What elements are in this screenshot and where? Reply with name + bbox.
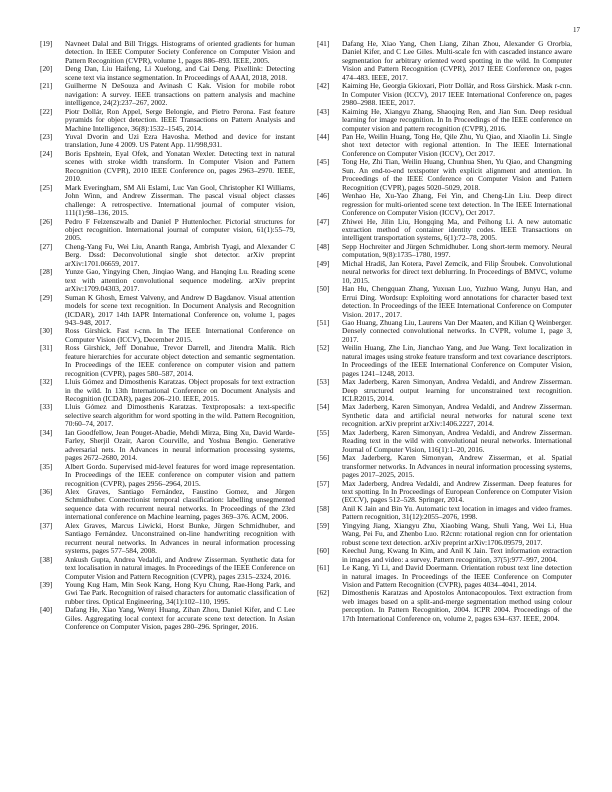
- reference-number: [45]: [317, 157, 330, 167]
- reference-entry: [40, 327, 295, 344]
- references-left-column: [40, 40, 295, 632]
- reference-entry: [40, 403, 295, 428]
- reference-number: [31]: [40, 343, 53, 353]
- reference-text: Boris Epshtein, Eyal Ofek, and Yonatan Wexler. Detecting text in natural scenes with stroke width transform. In Computer Vision and Pattern Recognition (CVPR), 2010 IEEE Conference on, pages 2963–2970. IEEE, 2010.: [65, 148, 295, 184]
- reference-text: Ross Girshick. Fast r-cnn. In The IEEE International Conference on Computer Vision (ICCV), December 2015.: [65, 326, 295, 344]
- reference-text: Ross Girshick, Jeff Donahue, Trevor Darrell, and Jitendra Malik. Rich feature hierarchies for accurate object detection and semantic segmentation. In Proceedings of the IEEE conference on computer vision and pattern recognition (CVPR), pages 580–587, 2014.: [65, 343, 295, 378]
- reference-entry: [40, 108, 295, 133]
- reference-text: Mark Everingham, SM Ali Eslami, Luc Van Gool, Christopher KI Williams, John Winn, and Andrew Zisserman. The pascal visual object classes challenge: A retrospective. International journal of computer vision, 111(1):98–136, 2015.: [65, 182, 295, 218]
- reference-entry: [317, 564, 572, 589]
- reference-number: [46]: [317, 191, 330, 201]
- reference-entry: [317, 480, 572, 505]
- reference-text: Max Jaderberg, Karen Simonyan, Andrew Zisserman, et al. Spatial transformer networks. In Advances in neural information processing systems, pages 2017–2025, 2015.: [342, 453, 572, 480]
- reference-entry: [317, 243, 572, 260]
- reference-number: [21]: [40, 81, 53, 91]
- reference-entry: [40, 294, 295, 328]
- reference-entry: [40, 268, 295, 293]
- reference-number: [19]: [40, 39, 53, 48]
- reference-number: [37]: [40, 520, 53, 530]
- reference-number: [55]: [317, 427, 330, 437]
- reference-number: [34]: [40, 427, 53, 437]
- reference-text: Yunze Gao, Yingying Chen, Jinqiao Wang, and Hanqing Lu. Reading scene text with attention convolutional sequence modeling. arXiv preprint arXiv:1709.04303, 2017.: [65, 267, 295, 294]
- reference-text: Weilin Huang, Zhe Lin, Jianchao Yang, and Jue Wang. Text localization in natural images using stroke feature transform and text covariance descriptors. In Proceedings of the IEEE International Conference on Computer Vision, pages 1241–1248, 2013.: [342, 343, 572, 378]
- reference-text: Le Kang, Yi Li, and David Doermann. Orientation robust text line detection in natural images. In Proceedings of the IEEE Conference on Computer Vision and Pattern Recognition (CVPR), pages 4034–4041, 2014.: [342, 563, 572, 589]
- reference-entry: [317, 82, 572, 107]
- reference-entry: [317, 285, 572, 319]
- reference-text: Max Jaderberg, Andrea Vedaldi, and Andrew Zisserman. Deep features for text spotting. In In Proceedings of European Conference on Computer Vision (ECCV), pages 512–528. Springer, 2014.: [342, 478, 572, 505]
- reference-number: [62]: [317, 588, 330, 598]
- reference-text: Dafang He, Xiao Yang, Chen Liang, Zihan Zhou, Alexander G Ororbia, Daniel Kifer, and C Lee Giles. Multi-scale fcn with cascaded instance aware segmentation for arbitrary oriented word spotting in the wild. In Computer Vision and Pattern Recognition (CVPR), 2017 IEEE Conference on, pages 474–483. IEEE, 2017.: [342, 39, 572, 82]
- reference-entry: [40, 150, 295, 184]
- reference-entry: [317, 378, 572, 403]
- reference-text: Ian Goodfellow, Jean Pouget-Abadie, Mehdi Mirza, Bing Xu, David Warde-Farley, Sherjil Ozair, Aaron Courville, and Yoshua Bengio. Generative adversarial nets. In Advances in neural information processing systems, pages 2672–2680, 2014.: [65, 427, 295, 463]
- reference-entry: [317, 429, 572, 454]
- reference-number: [36]: [40, 487, 53, 497]
- reference-text: Kaiming He, Georgia Gkioxari, Piotr Dollár, and Ross Girshick. Mask r-cnn. In Computer Vision (ICCV), 2017 IEEE International Conference on, pages 2980–2988. IEEE, 2017.: [342, 81, 572, 108]
- reference-number: [56]: [317, 453, 330, 463]
- reference-number: [48]: [317, 241, 330, 251]
- reference-number: [38]: [40, 554, 53, 564]
- reference-number: [53]: [317, 377, 330, 387]
- reference-entry: [40, 243, 295, 268]
- reference-entry: [40, 522, 295, 556]
- reference-number: [20]: [40, 64, 53, 74]
- reference-entry: [40, 556, 295, 581]
- reference-text: Suman K Ghosh, Ernest Valveny, and Andrew D Bagdanov. Visual attention models for scene text recognition. In Document Analysis and Recognition (ICDAR), 2017 14th IAPR International Conference on, volume 1, pages 943–948, 2017.: [65, 292, 295, 327]
- reference-number: [47]: [317, 216, 330, 226]
- reference-text: Navneet Dalal and Bill Triggs. Histograms of oriented gradients for human detection. In IEEE Computer Society Conference on Computer Vision and Pattern Recognition (CVPR), volume 1, pages 886–893. IEEE, 2005.: [65, 39, 295, 65]
- reference-number: [52]: [317, 343, 330, 353]
- reference-number: [59]: [317, 520, 330, 530]
- reference-entry: [40, 606, 295, 631]
- reference-number: [35]: [40, 461, 53, 471]
- reference-text: Piotr Dollár, Ron Appel, Serge Belongie, and Pietro Perona. Fast feature pyramids for object detection. IEEE Transactions on Pattern Analysis and Machine Intelligence, 36(8):1532–1545, 2014.: [65, 106, 295, 133]
- reference-number: [25]: [40, 182, 53, 192]
- reference-text: Max Jaderberg, Karen Simonyan, Andrea Vedaldi, and Andrew Zisserman. Reading text in the wild with convolutional neural networks. International Journal of Computer Vision, 116(1):1–20, 2016.: [342, 427, 572, 454]
- reference-text: Pedro F Felzenszwalb and Daniel P Huttenlocher. Pictorial structures for object recognition. International journal of computer vision, 61(1):55–79, 2005.: [65, 216, 295, 243]
- reference-entry: [317, 133, 572, 158]
- reference-text: Michal Hradiš, Jan Kotera, Pavel Zemcík, and Filip Šroubek. Convolutional neural networks for direct text deblurring. In Proceedings of BMVC, volume 10, 2015.: [342, 258, 572, 285]
- reference-text: Sepp Hochreiter and Jürgen Schmidhuber. Long short-term memory. Neural computation, 9(8):1735–1780, 1997.: [342, 241, 572, 260]
- reference-entry: [40, 133, 295, 150]
- reference-number: [40]: [40, 605, 53, 615]
- reference-text: Lluis Gómez and Dimosthenis Karatzas. Textproposals: a text-specific selective search algorithm for word spotting in the wild. Pattern Recognition, 70:60–74, 2017.: [65, 402, 295, 429]
- reference-entry: [317, 522, 572, 547]
- reference-text: Max Jaderberg, Karen Simonyan, Andrea Vedaldi, and Andrew Zisserman. Deep structured output learning for unconstrained text recognition. ICLR2015, 2014.: [342, 377, 572, 404]
- reference-entry: [317, 319, 572, 344]
- reference-entry: [317, 260, 572, 285]
- reference-number: [28]: [40, 267, 53, 277]
- reference-entry: [317, 40, 572, 82]
- reference-text: Han Hu, Chengquan Zhang, Yuxuan Luo, Yuzhuo Wang, Junyu Han, and Errui Ding. Wordsup: Exploiting word annotations for character based text detection. In Proceedings of the IEEE International Conference on Computer Vision. 2017., 2017.: [342, 284, 572, 319]
- reference-entry: [317, 108, 572, 133]
- reference-entry: [317, 158, 572, 192]
- reference-number: [39]: [40, 580, 53, 589]
- page-number: 17: [573, 26, 580, 34]
- reference-number: [44]: [317, 131, 330, 141]
- reference-text: Keechul Jung, Kwang In Kim, and Anil K Jain. Text information extraction in images and video: a survey. Pattern recognition, 37(5):977–997, 2004.: [342, 546, 572, 564]
- reference-text: Cheng-Yang Fu, Wei Liu, Ananth Ranga, Ambrish Tyagi, and Alexander C Berg. Dssd: Deconvolutional single shot detector. arXiv preprint arXiv:1701.06659, 2017.: [65, 241, 295, 268]
- reference-number: [42]: [317, 81, 330, 91]
- reference-text: Dimosthenis Karatzas and Apostolos Antonacopoulos. Text extraction from web images based on a split-and-merge segmentation method using colour perception. In Pattern Recognition, 2004. ICPR 2004. Proceedings of the 17th International Conference on, volume 2, pages 634–637. IEEE, 2004.: [342, 588, 572, 623]
- reference-entry: [40, 40, 295, 65]
- reference-text: Anil K Jain and Bin Yu. Automatic text location in images and video frames. Pattern recognition, 31(12):2055–2076, 1998.: [342, 503, 572, 522]
- reference-entry: [40, 344, 295, 378]
- reference-text: Max Jaderberg, Karen Simonyan, Andrea Vedaldi, and Andrew Zisserman. Synthetic data and artificial neural networks for natural scene text recognition. arXiv preprint arXiv:1406.2227, 2014.: [342, 402, 572, 429]
- reference-number: [27]: [40, 241, 53, 251]
- reference-number: [50]: [317, 284, 330, 294]
- reference-number: [26]: [40, 216, 53, 226]
- reference-entry: [40, 65, 295, 82]
- reference-text: Albert Gordo. Supervised mid-level features for word image representation. In Proceedings of the IEEE conference on computer vision and pattern recognition (CVPR), pages 2956–2964, 2015.: [65, 461, 295, 488]
- reference-text: Wenhao He, Xu-Yao Zhang, Fei Yin, and Cheng-Lin Liu. Deep direct regression for multi-oriented scene text detection. In The IEEE International Conference on Computer Vision (ICCV), Oct 2017.: [342, 191, 572, 218]
- reference-number: [41]: [317, 39, 330, 48]
- reference-entry: [317, 589, 572, 623]
- reference-entry: [317, 547, 572, 564]
- reference-text: Alex Graves, Santiago Fernández, Faustino Gomez, and Jürgen Schmidhuber. Connectionist temporal classification: labelling unsegmented sequence data with recurrent neural networks. In Proceedings of the 23rd international conference on Machine learning, pages 369–376. ACM, 2006.: [65, 487, 295, 522]
- reference-number: [22]: [40, 106, 53, 116]
- reference-entry: [40, 82, 295, 107]
- reference-entry: [40, 378, 295, 403]
- reference-entry: [40, 463, 295, 488]
- reference-entry: [40, 488, 295, 522]
- reference-text: Guilherme N DeSouza and Avinash C Kak. Vision for mobile robot navigation: A survey. IEEE transactions on pattern analysis and machine intelligence, 24(2):237–267, 2002.: [65, 81, 295, 108]
- references-right-column: [317, 40, 572, 623]
- reference-text: Ankush Gupta, Andrea Vedaldi, and Andrew Zisserman. Synthetic data for text localisation in natural images. In Proceedings of the IEEE Conference on Computer Vision and Pattern Recognition (CVPR), pages 2315–2324, 2016.: [65, 554, 295, 581]
- reference-entry: [317, 192, 572, 217]
- reference-text: Zhiwei He, Jilin Liu, Hongqing Ma, and Peihong Li. A new automatic extraction method of container identity codes. IEEE Transactions on intelligent transportation systems, 6(1):72–78, 2005.: [342, 216, 572, 243]
- reference-text: Kaiming He, Xiangyu Zhang, Shaoqing Ren, and Jian Sun. Deep residual learning for image recognition. In In Proceedings of the IEEE conference on computer vision and pattern recognition (CVPR), 2016.: [342, 106, 572, 133]
- reference-number: [51]: [317, 317, 330, 327]
- reference-entry: [317, 505, 572, 522]
- reference-number: [60]: [317, 546, 330, 556]
- reference-number: [23]: [40, 131, 53, 141]
- reference-text: Tong He, Zhi Tian, Weilin Huang, Chunhua Shen, Yu Qiao, and Changming Sun. An end-to-end textspotter with explicit alignment and attention. In Proceedings of the IEEE Conference on Computer Vision and Pattern Recognition (CVPR), pages 5020–5029, 2018.: [342, 157, 572, 192]
- reference-number: [57]: [317, 478, 330, 488]
- reference-number: [58]: [317, 503, 330, 513]
- reference-number: [29]: [40, 292, 53, 302]
- reference-number: [61]: [317, 563, 330, 573]
- reference-number: [30]: [40, 326, 53, 336]
- reference-text: Yuval Dvorin and Uzi Ezra Havosha. Method and device for instant translation, June 4 2009. US Patent App. 11/998,931.: [65, 131, 295, 150]
- reference-number: [24]: [40, 148, 53, 158]
- reference-number: [54]: [317, 402, 330, 412]
- reference-number: [33]: [40, 402, 53, 412]
- reference-number: [43]: [317, 106, 330, 116]
- reference-number: [49]: [317, 258, 330, 268]
- reference-text: Gao Huang, Zhuang Liu, Laurens Van Der Maaten, and Kilian Q Weinberger. Densely connected convolutional networks. In CVPR, volume 1, page 3, 2017.: [342, 317, 572, 344]
- reference-number: [32]: [40, 377, 53, 387]
- reference-text: Alex Graves, Marcus Liwicki, Horst Bunke, Jürgen Schmidhuber, and Santiago Fernández. Unconstrained on-line handwriting recognition with recurrent neural networks. In Advances in neural information processing systems, pages 577–584, 2008.: [65, 520, 295, 556]
- reference-entry: [317, 218, 572, 243]
- reference-entry: [317, 344, 572, 378]
- reference-text: Yingying Jiang, Xiangyu Zhu, Xiaobing Wang, Shuli Yang, Wei Li, Hua Wang, Pei Fu, and Zhenbo Luo. R2cnn: rotational region cnn for orientation robust scene text detection. arXiv preprint arXiv:1706.09579, 2017.: [342, 520, 572, 547]
- reference-text: Deng Dan, Liu Haifeng, Li Xuelong, and Cai Deng. Pixellink: Detecting scene text via instance segmentation. In Proceedings of AAAI, 2018, 2018.: [65, 64, 295, 82]
- reference-text: Pan He, Weilin Huang, Tong He, Qile Zhu, Yu Qiao, and Xiaolin Li. Single shot text detector with regional attention. In The IEEE International Conference on Computer Vision (ICCV), Oct 2017.: [342, 131, 572, 158]
- reference-entry: [40, 581, 295, 606]
- reference-text: Young Kug Ham, Min Seok Kang, Hong Kyu Chung, Rae-Hong Park, and Gwi Tae Park. Recognition of raised characters for automatic classification of rubber tires. Optical Engineering, 34(1):102–110, 1995.: [65, 580, 295, 606]
- reference-entry: [317, 454, 572, 479]
- reference-entry: [40, 429, 295, 463]
- reference-text: Dafang He, Xiao Yang, Wenyi Huang, Zihan Zhou, Daniel Kifer, and C Lee Giles. Aggregating local context for accurate scene text detection. In Asian Conference on Computer Vision, pages 280–296. Springer, 2016.: [65, 605, 295, 632]
- reference-entry: [40, 218, 295, 243]
- reference-entry: [317, 403, 572, 428]
- reference-text: Lluis Gómez and Dimosthenis Karatzas. Object proposals for text extraction in the wild. In 13th International Conference on Document Analysis and Recognition (ICDAR), pages 206–210. IEEE, 2015.: [65, 377, 295, 404]
- reference-entry: [40, 184, 295, 218]
